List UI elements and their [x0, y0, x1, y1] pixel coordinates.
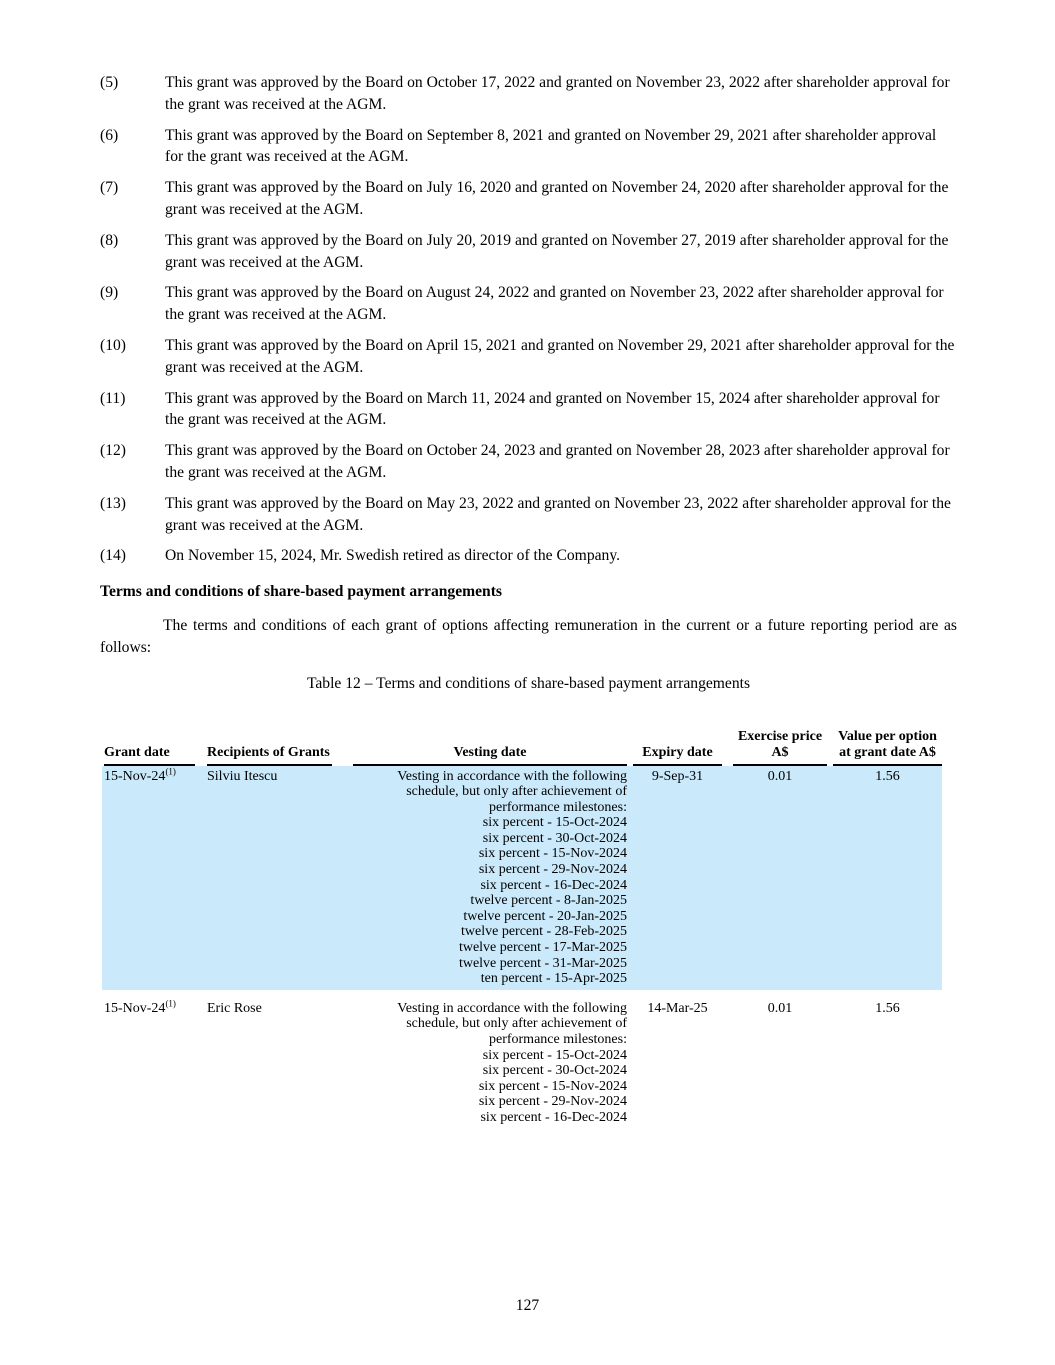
footnote-text: This grant was approved by the Board on May 23, 2022 and granted on November 23, 2022 after shareholder approval for the grant was received at the AGM.	[165, 494, 951, 534]
footnote-number: (12)	[100, 442, 126, 460]
vesting-milestones: six percent - 15-Oct-2024 six percent - 30-Oct-2024 six percent - 15-Nov-2024 six percent - 29-Nov-2024 six percent - 16-Dec-2024 twelve percent - 8-Jan-2025 twelve percent - 20-Jan-2025 twelve percent - 28-Feb-2025 twelve percent - 17-Mar-2025 twelve percent - 31-Mar-2025 ten percent - 15-Apr-2025	[458, 815, 627, 987]
column-header-recipients: Recipients of Grants	[201, 729, 342, 765]
footnote-number: (10)	[100, 336, 126, 354]
footnote-number: (13)	[100, 494, 126, 512]
value-per-option-cell: 1.56	[875, 1000, 900, 1016]
footnote-text: This grant was approved by the Board on October 17, 2022 and granted on November 23, 2022 after shareholder approval for the grant was received at the AGM.	[165, 74, 950, 113]
footnote-text: This grant was approved by the Board on March 11, 2024 and granted on November 15, 2024 after shareholder approval for the grant was received at the AGM.	[165, 389, 940, 429]
footnote-number: (8)	[100, 231, 119, 249]
footnote-item	[100, 493, 957, 537]
section-heading: Terms and conditions of share-based payment arrangements	[100, 583, 502, 601]
vesting-cell	[342, 994, 630, 1129]
exercise-price-cell: 0.01	[767, 1000, 793, 1016]
expiry-date-cell: 9-Sep-31	[630, 766, 727, 994]
page-number: 127	[515, 1297, 540, 1314]
footnote-text: This grant was approved by the Board on July 20, 2019 and granted on November 27, 2019 after shareholder approval for the grant was received at the AGM.	[165, 231, 949, 271]
recipient-cell: Eric Rose	[207, 1000, 262, 1016]
column-header-expiry-date: Expiry date	[630, 729, 727, 765]
footnote-item	[100, 282, 957, 326]
recipient-cell: Silviu Itescu	[201, 766, 342, 994]
expiry-date-cell: 14-Mar-25	[647, 1000, 708, 1016]
column-header-exercise-price: Exercise price A$	[727, 729, 830, 765]
page-content	[100, 72, 957, 1129]
footnote-item	[100, 230, 957, 274]
footnote-ref: (1)	[165, 998, 176, 1009]
column-header-vesting-date: Vesting date	[342, 729, 630, 765]
vesting-milestones: six percent - 15-Oct-2024 six percent - 30-Oct-2024 six percent - 15-Nov-2024 six percent - 29-Nov-2024 six percent - 16-Dec-2024	[478, 1047, 627, 1125]
footnote-text: This grant was approved by the Board on July 16, 2020 and granted on November 24, 2020 after shareholder approval for the grant was received at the AGM.	[165, 179, 949, 218]
footnote-text: This grant was approved by the Board on September 8, 2021 and granted on November 29, 2021 after shareholder approval for the grant was received at the AGM.	[165, 126, 937, 166]
value-per-option-cell: 1.56	[830, 766, 942, 994]
footnote-item	[100, 125, 957, 169]
table-header	[102, 729, 942, 765]
table-caption: Table 12 – Terms and conditions of share-based payment arrangements	[306, 674, 751, 692]
grant-date-cell: 15-Nov-24$^{(1)}$	[102, 766, 201, 994]
table-row	[102, 766, 942, 994]
footnote-number: (11)	[100, 389, 126, 407]
footnote-number: (14)	[100, 547, 126, 565]
footnote-item	[100, 388, 957, 432]
vesting-cell	[342, 766, 630, 994]
footnote-number: (7)	[100, 179, 119, 197]
footnote-number: (5)	[100, 74, 119, 91]
footnote-list	[100, 72, 957, 567]
footnote-item	[100, 545, 957, 567]
footnote-number: (9)	[100, 284, 119, 302]
table-row	[102, 994, 942, 1129]
footnote-item	[100, 177, 957, 221]
vesting-intro: Vesting in accordance with the following schedule, but only after achievement of performance milestones:	[397, 768, 627, 815]
vesting-intro: Vesting in accordance with the following schedule, but only after achievement of performance milestones:	[397, 1000, 627, 1048]
footnote-text: This grant was approved by the Board on April 15, 2021 and granted on November 29, 2021 after shareholder approval for the grant was received at the AGM.	[165, 336, 955, 376]
footnote-number: (6)	[100, 126, 119, 144]
exercise-price-cell: 0.01	[727, 766, 830, 994]
footnote-item	[100, 440, 957, 484]
column-header-value-per-option: Value per option at grant date A$	[830, 729, 942, 765]
share-based-payments-table	[102, 729, 942, 1128]
grant-date-cell: 15-Nov-24$^{(1)}$	[104, 998, 176, 1016]
footnote-text: This grant was approved by the Board on August 24, 2022 and granted on November 23, 2022 after shareholder approval for the grant was received at the AGM.	[165, 284, 944, 324]
footnote-item	[100, 335, 957, 379]
column-header-grant-date: Grant date	[102, 729, 201, 765]
footnote-text: On November 15, 2024, Mr. Swedish retired as director of the Company.	[165, 547, 621, 565]
footnote-item	[100, 72, 957, 116]
footnote-text: This grant was approved by the Board on October 24, 2023 and granted on November 28, 2023 after shareholder approval for the grant was received at the AGM.	[165, 442, 950, 481]
intro-paragraph: The terms and conditions of each grant of options affecting remuneration in the current or a future reporting period are as follows:	[100, 616, 957, 656]
footnote-ref: (1)	[165, 765, 176, 776]
